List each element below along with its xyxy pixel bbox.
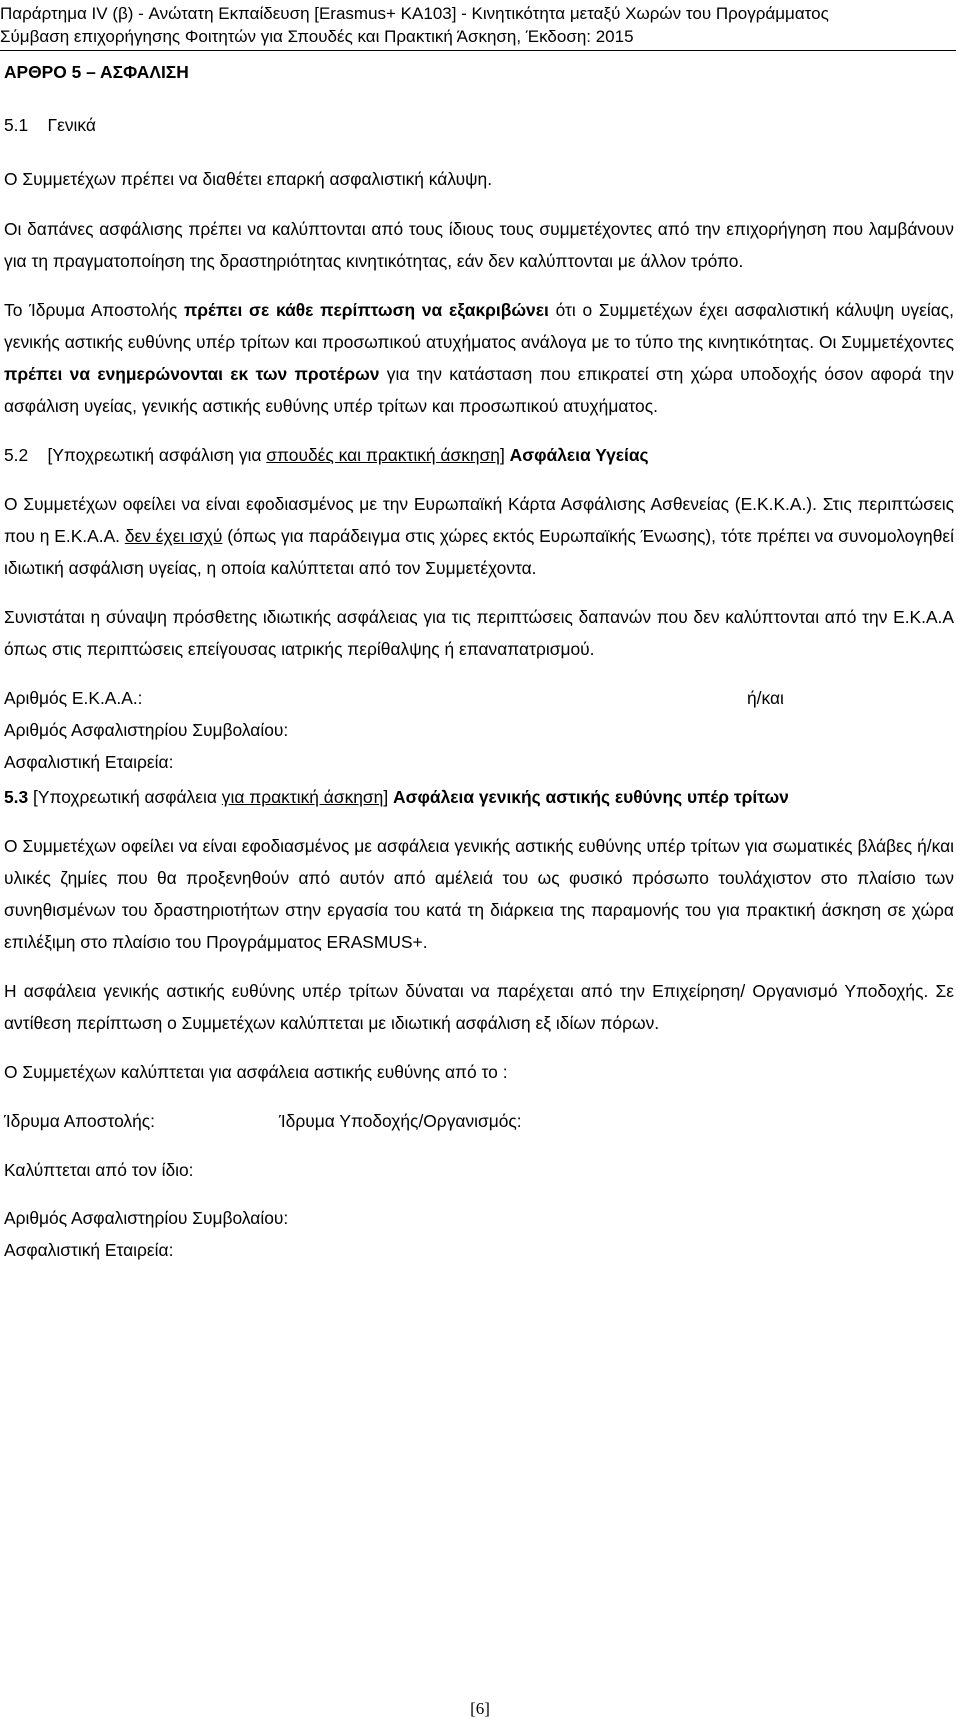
para-3-text-c: για την κατάσταση που επικρατεί στη χώρα υποδοχής όσον αφορά την ασφάλιση υγείας, γενικής αστικής ευθύνης υπέρ τρίτων και προσωπικού ατυχήματος. (4, 364, 955, 416)
s53-heading-bold: Ασφάλεια γενικής αστικής ευθύνης υπέρ τρίτων (393, 787, 789, 807)
s52-heading-text: 5.2 [Υποχρεωτική ασφάλιση για (4, 445, 267, 465)
section-5-1-heading: 5.1 Γενικά (4, 115, 96, 135)
para-3-bold-b: πρέπει να ενημερώνονται εκ των προτέρων (4, 364, 380, 384)
s53-number: 5.3 (4, 787, 29, 807)
s53-heading-text: [Υποχρεωτική ασφάλεια (28, 787, 222, 807)
section-5-1-para-3 (4, 294, 954, 422)
s52-heading-bold: Ασφάλεια Υγείας (509, 445, 649, 465)
field-row-ekaa (4, 682, 954, 714)
field-policy-number: Αριθμός Ασφαλιστηρίου Συμβολαίου: (4, 720, 289, 740)
page-header (0, 2, 956, 48)
para-3-text-b: ότι ο Συμμετέχων έχει ασφαλιστική κάλυψη υγείας, γενικής αστικής ευθύνης υπέρ τρίτων και προσωπικού ατυχήματος ανάλογα με το τύπο της κινητικότητας. Οι Συμμετέχοντες (4, 300, 955, 352)
para-3-bold-a: πρέπει σε κάθε περίπτωση να εξακριβώνει (183, 300, 549, 320)
section-5-3-para-3: Ο Συμμετέχων καλύπτεται για ασφάλεια αστικής ευθύνης από το : (4, 1062, 508, 1082)
section-5-2-para-2: Συνιστάται η σύναψη πρόσθετης ιδιωτικής ασφάλειας για τις περιπτώσεις δαπανών που δεν καλύπτονται από την Ε.Κ.Α.Α όπως στις περιπτώσεις επείγουσας ιατρικής περίθαλψης ή επαναπατρισμού. (4, 607, 954, 659)
coverage-options-row (4, 1105, 954, 1137)
field-insurance-company-2: Ασφαλιστική Εταιρεία: (4, 1240, 174, 1260)
field-ekaa-and-or: ή/και (747, 688, 784, 708)
option-receiving-organisation: Ίδρυμα Υποδοχής/Οργανισμός: (279, 1111, 522, 1131)
section-5-3-heading (4, 781, 954, 813)
para-3-text-a: Το Ίδρυμα Αποστολής (4, 300, 184, 320)
section-5-1-para-2: Οι δαπάνες ασφάλισης πρέπει να καλύπτονται από τους ίδιους τους συμμετέχοντες από την επιχορήγηση που λαμβάνουν για τη πραγματοποίηση της δραστηριότητας κινητικότητας, εάν δεν καλύπτονται με άλλον τρόπο. (4, 219, 954, 271)
section-5-3-para-1: Ο Συμμετέχων οφείλει να είναι εφοδιασμένος με ασφάλεια γενικής αστικής ευθύνης υπέρ τρίτων για σωματικές βλάβες ή/και υλικές ζημίες που θα προξενηθούν από αυτόν από αμέλειά του ως φυσικό πρόσωπο τουλάχιστον στο πλαίσιο των συνηθισμένων του δραστηριοτήτων στην εργασία του κατά τη διάρκεια της παραμονής του για πρακτική άσκηση σε χώρα επιλέξιμη στο πλαίσιο του Προγράμματος ERASMUS+. (4, 836, 954, 952)
section-5-2-heading (4, 439, 954, 471)
section-5-3-para-2: Η ασφάλεια γενικής αστικής ευθύνης υπέρ τρίτων δύναται να παρέχεται από την Επιχείρηση/ Οργανισμό Υποδοχής. Σε αντίθεση περίπτωση ο Συμμετέχων καλύπτεται με ιδιωτική ασφάλιση εξ ιδίων πόρων. (4, 981, 954, 1033)
s52-heading-underlined: σπουδές και πρακτική άσκηση (266, 445, 500, 465)
s52-p1-underlined: δεν έχει ισχύ (124, 526, 223, 546)
header-line-1: Παράρτημα IV (β) - Ανώτατη Εκπαίδευση [Erasmus+ KA103] - Κινητικότητα μεταξύ Χωρών του Προγράμματος (0, 4, 829, 23)
header-rule (0, 50, 956, 51)
s52-p1-text-a: Ο Συμμετέχων οφείλει να είναι εφοδιασμένος με την Ευρωπαϊκή Κάρτα Ασφάλισης Ασθενείας (Ε.Κ.Κ.Α.). Στις περιπτώσεις που η Ε.Κ.Α.Α. (4, 494, 954, 546)
s53-heading-underlined: για πρακτική άσκηση (221, 787, 384, 807)
s52-p1-text-b: (όπως για παράδειγμα στις χώρες εκτός Ευρωπαϊκής Ένωσης), τότε πρέπει να συνομολογηθεί ιδιωτική ασφάλιση υγείας, η οποία καλύπτεται από τον Συμμετέχοντα. (4, 526, 954, 578)
field-ekaa-label: Αριθμός Ε.Κ.Α.Α.: (4, 688, 143, 708)
section-5-2-fields (4, 682, 954, 778)
header-line-2: Σύμβαση επιχορήγησης Φοιτητών για Σπουδές και Πρακτική Άσκηση, Έκδοση: 2015 (0, 27, 634, 46)
article-title: ΑΡΘΡΟ 5 – ΑΣΦΑΛΙΣΗ (4, 62, 189, 82)
article-body (4, 56, 954, 1266)
section-5-1-para-1: Ο Συμμετέχων πρέπει να διαθέτει επαρκή ασφαλιστική κάλυψη. (4, 169, 493, 189)
field-insurance-company: Ασφαλιστική Εταιρεία: (4, 752, 174, 772)
s53-heading-close: ] (383, 787, 394, 807)
option-self-covered: Καλύπτεται από τον ίδιο: (4, 1160, 194, 1180)
section-5-2-para-1 (4, 488, 954, 584)
s52-heading-close: ] (499, 445, 510, 465)
option-sending-institution: Ίδρυμα Αποστολής: (4, 1111, 156, 1131)
field-policy-number-2: Αριθμός Ασφαλιστηρίου Συμβολαίου: (4, 1208, 289, 1228)
page-number: [6] (470, 1699, 490, 1718)
section-5-3-fields (4, 1202, 954, 1266)
